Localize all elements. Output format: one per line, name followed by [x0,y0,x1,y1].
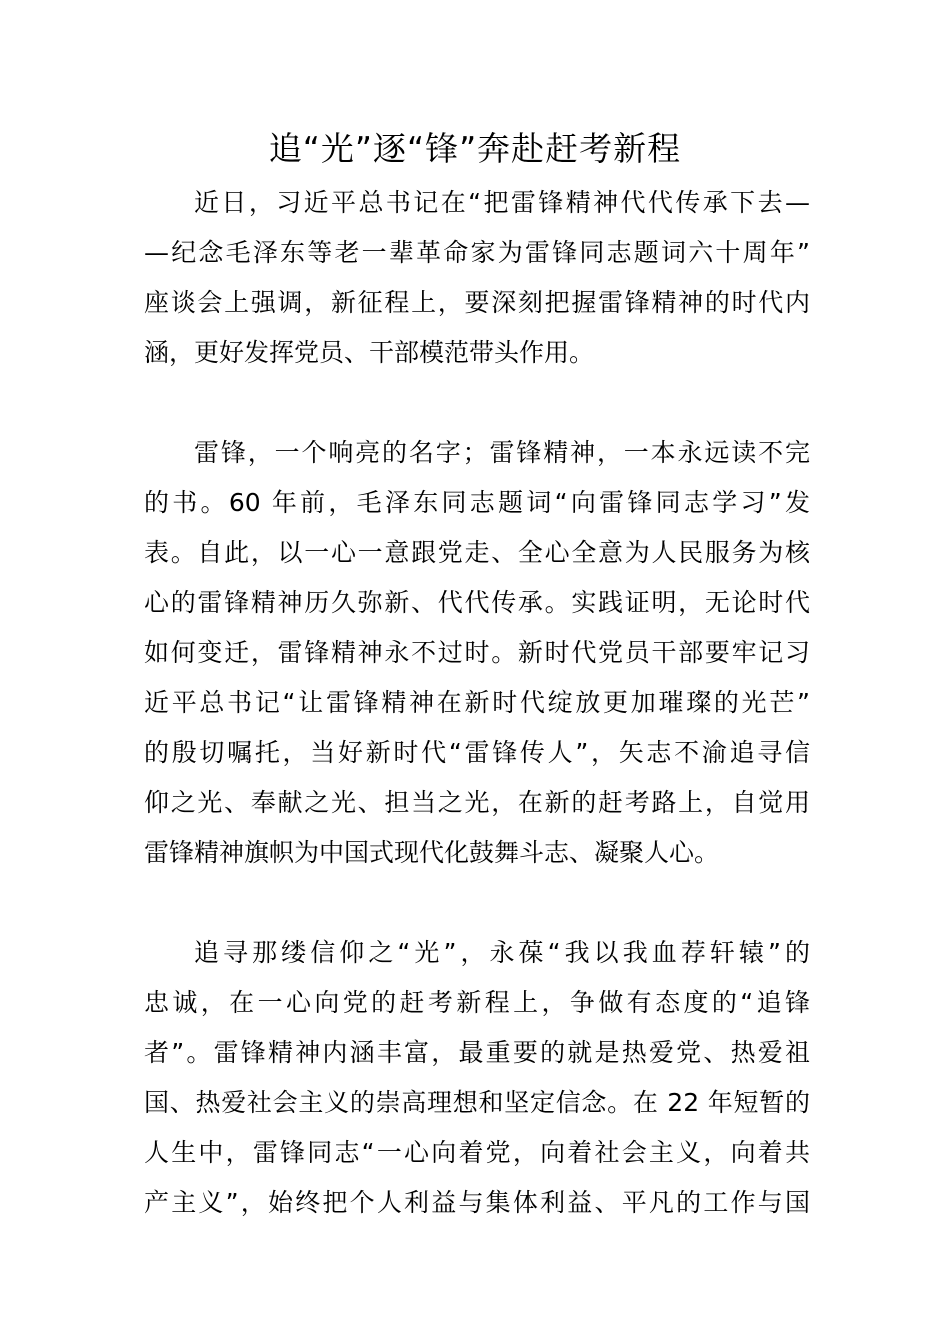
paragraph-line: 心的雷锋精神历久弥新、代代传承。实践证明，无论时代 [144,588,810,617]
paragraph-line: —纪念毛泽东等老一辈革命家为雷锋同志题词六十周年” [144,238,810,267]
paragraph-line: 者”。雷锋精神内涵丰富，最重要的就是热爱党、热爱祖 [144,1038,810,1067]
paragraph-1 [144,178,810,378]
paragraph-line: 的殷切嘱托，当好新时代“雷锋传人”，矢志不渝追寻信 [144,738,810,767]
paragraph-line: 的书。60 年前，毛泽东同志题词“向雷锋同志学习”发 [144,488,810,517]
paragraph-3 [144,928,810,1228]
paragraph-line: 雷锋精神旗帜为中国式现代化鼓舞斗志、凝聚人心。 [144,838,720,867]
paragraph-line: 忠诚，在一心向党的赶考新程上，争做有态度的“追锋 [144,988,810,1017]
paragraph-line: 人生中，雷锋同志“一心向着党，向着社会主义，向着共 [144,1138,810,1167]
document-body [144,178,810,1228]
paragraph-line: 表。自此，以一心一意跟党走、全心全意为人民服务为核 [144,538,810,567]
paragraph-line: 仰之光、奉献之光、担当之光，在新的赶考路上，自觉用 [144,788,810,817]
paragraph-line: 座谈会上强调，新征程上，要深刻把握雷锋精神的时代内 [144,288,810,317]
paragraph-line: 如何变迁，雷锋精神永不过时。新时代党员干部要牢记习 [144,638,810,667]
paragraph-line: 追寻那缕信仰之“光”，永葆“我以我血荐轩辕”的 [194,938,810,967]
paragraph-line: 近日，习近平总书记在“把雷锋精神代代传承下去— [194,188,810,217]
paragraph-line: 产主义”，始终把个人利益与集体利益、平凡的工作与国 [144,1188,810,1217]
paragraph-gap [144,378,810,428]
document-title: 追“光”逐“锋”奔赴赶考新程 [268,129,682,168]
paragraph-line: 雷锋，一个响亮的名字；雷锋精神，一本永远读不完 [194,438,810,467]
paragraph-2 [144,428,810,878]
paragraph-line: 涵，更好发挥党员、干部模范带头作用。 [144,338,595,367]
paragraph-line: 国、热爱社会主义的崇高理想和坚定信念。在 22 年短暂的 [144,1088,810,1117]
paragraph-gap [144,878,810,928]
paragraph-line: 近平总书记“让雷锋精神在新时代绽放更加璀璨的光芒” [144,688,810,717]
